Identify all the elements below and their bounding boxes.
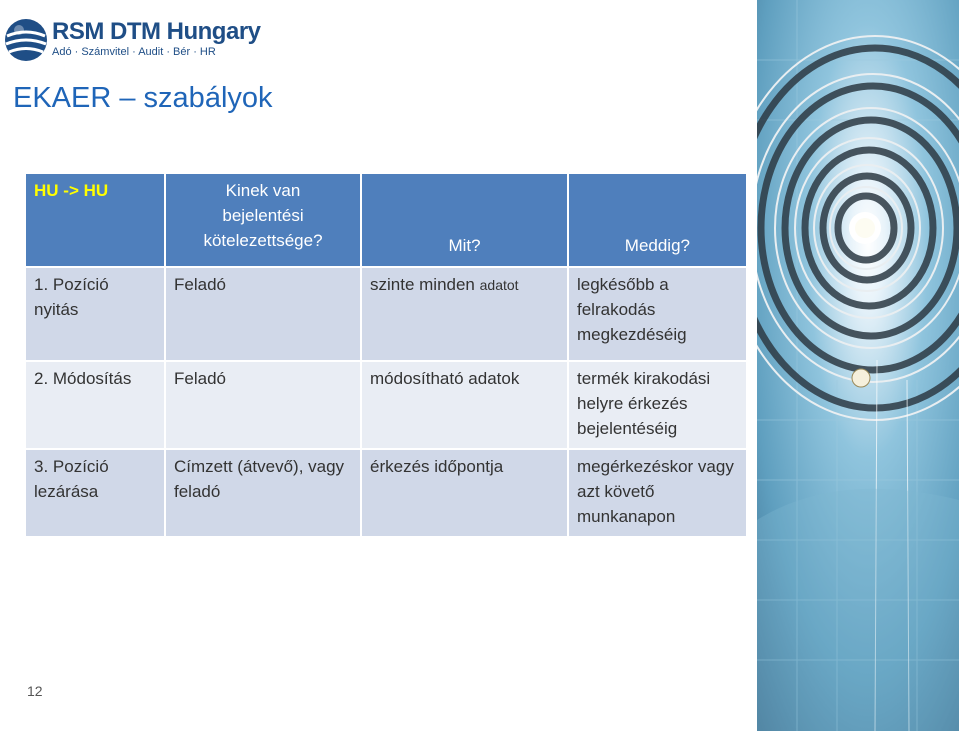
row-who: Feladó xyxy=(165,267,361,361)
page-title: EKAER – szabályok xyxy=(13,82,273,114)
row-what-small: adatot xyxy=(479,277,519,293)
header-corner: HU -> HU xyxy=(25,173,165,267)
table-row xyxy=(25,449,747,537)
row-until: termék kirakodási helyre érkezés bejelentéséig xyxy=(568,361,747,449)
logo-tagline: Adó · Számvitel · Audit · Bér · HR xyxy=(52,46,216,58)
header-who xyxy=(165,173,361,267)
globe-logo-icon xyxy=(4,18,48,62)
page-number: 12 xyxy=(27,683,43,699)
table-row xyxy=(25,267,747,361)
row-case: 1. Pozíció nyitás xyxy=(25,267,165,361)
header-what: Mit? xyxy=(361,173,568,267)
rules-table xyxy=(24,172,748,538)
row-until: megérkezéskor vagy azt követő munkanapon xyxy=(568,449,747,537)
row-case: 2. Módosítás xyxy=(25,361,165,449)
header-who-line: Kinek van xyxy=(225,181,301,200)
row-what xyxy=(361,267,568,361)
row-until: legkésőbb a felrakodás megkezdéséig xyxy=(568,267,747,361)
row-case: 3. Pozíció lezárása xyxy=(25,449,165,537)
row-what: érkezés időpontja xyxy=(361,449,568,537)
company-logo xyxy=(4,18,261,62)
row-what-main: szinte minden xyxy=(370,275,475,294)
header-until: Meddig? xyxy=(568,173,747,267)
row-what: módosítható adatok xyxy=(361,361,568,449)
table-row xyxy=(25,361,747,449)
header-who-line: bejelentési xyxy=(222,206,304,225)
logo-name: RSM DTM Hungary xyxy=(52,18,261,45)
row-who: Címzett (átvevő), vagy feladó xyxy=(165,449,361,537)
header-who-line: kötelezettsége? xyxy=(203,231,323,250)
spiral-staircase-image xyxy=(757,0,959,731)
table-header-row xyxy=(25,173,747,267)
row-who: Feladó xyxy=(165,361,361,449)
